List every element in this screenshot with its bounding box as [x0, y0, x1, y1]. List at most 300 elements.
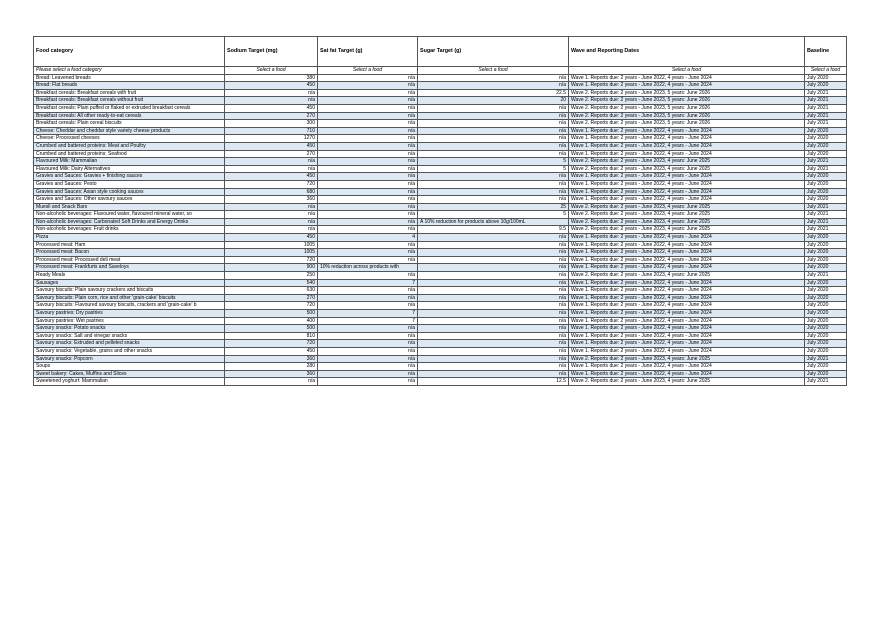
baseline-cell[interactable]: July 2020: [805, 302, 847, 310]
sat-fat-cell[interactable]: n/a: [318, 355, 418, 363]
food-category-cell[interactable]: Gravies and Sauces: Other savoury sauces: [34, 196, 225, 204]
sodium-cell[interactable]: n/a: [225, 203, 318, 211]
sodium-cell[interactable]: 400: [225, 317, 318, 325]
sodium-cell[interactable]: 450: [225, 234, 318, 242]
sat-fat-cell[interactable]: n/a: [318, 294, 418, 302]
sugar-cell[interactable]: 9.5: [418, 226, 569, 234]
food-category-cell[interactable]: Breakfast cereals: Plain puffed or flaked or extruded breakfast cereals: [34, 104, 225, 112]
sugar-select[interactable]: Select a food: [418, 67, 569, 75]
sodium-cell[interactable]: 680: [225, 188, 318, 196]
wave-cell[interactable]: Wave 1. Reports due: 2 years - June 2022, 4 years - June 2024: [569, 241, 805, 249]
baseline-cell[interactable]: July 2021: [805, 355, 847, 363]
sat-fat-select[interactable]: Select a food: [318, 67, 418, 75]
table-row[interactable]: [34, 279, 847, 287]
wave-cell[interactable]: Wave 1. Reports due: 2 years - June 2022, 4 years - June 2024: [569, 180, 805, 188]
baseline-cell[interactable]: July 2020: [805, 294, 847, 302]
table-row[interactable]: [34, 218, 847, 226]
sat-fat-cell[interactable]: n/a: [318, 165, 418, 173]
sugar-cell[interactable]: 25: [418, 203, 569, 211]
sodium-cell[interactable]: n/a: [225, 165, 318, 173]
wave-cell[interactable]: Wave 2. Reports due: 2 years - June 2023, 4 years: June 2025: [569, 272, 805, 280]
food-category-cell[interactable]: Breakfast cereals: Plain cereal biscuits: [34, 120, 225, 128]
sodium-cell[interactable]: 360: [225, 370, 318, 378]
food-category-cell[interactable]: Bread: Leavened breads: [34, 74, 225, 82]
table-row[interactable]: [34, 173, 847, 181]
sugar-cell[interactable]: n/a: [418, 279, 569, 287]
header-sodium-target[interactable]: Sodium Target (mg): [225, 37, 318, 67]
baseline-cell[interactable]: July 2020: [805, 127, 847, 135]
sat-fat-cell[interactable]: 4: [318, 234, 418, 242]
food-category-cell[interactable]: Savoury snacks: Popcorn: [34, 355, 225, 363]
sugar-cell[interactable]: n/a: [418, 188, 569, 196]
wave-cell[interactable]: Wave 1. Reports due: 2 years - June 2022, 4 years - June 2024: [569, 287, 805, 295]
sat-fat-cell[interactable]: n/a: [318, 89, 418, 97]
table-row[interactable]: [34, 302, 847, 310]
sodium-cell[interactable]: n/a: [225, 97, 318, 105]
sodium-cell[interactable]: 720: [225, 180, 318, 188]
baseline-cell[interactable]: July 2021: [805, 272, 847, 280]
sodium-cell[interactable]: 450: [225, 347, 318, 355]
wave-cell[interactable]: Wave 1. Reports due: 2 years - June 2022, 4 years - June 2024: [569, 196, 805, 204]
sodium-select[interactable]: Select a food: [225, 67, 318, 75]
food-category-cell[interactable]: Savoury biscuits: Plain corn, rice and other 'grain-cake' biscuits: [34, 294, 225, 302]
baseline-cell[interactable]: July 2021: [805, 158, 847, 166]
sat-fat-cell[interactable]: n/a: [318, 104, 418, 112]
sugar-cell[interactable]: n/a: [418, 142, 569, 150]
sugar-cell[interactable]: n/a: [418, 347, 569, 355]
sugar-cell[interactable]: n/a: [418, 264, 569, 272]
baseline-cell[interactable]: July 2020: [805, 287, 847, 295]
food-category-cell[interactable]: Non-alcoholic beverages: Fruit drinks: [34, 226, 225, 234]
sugar-cell[interactable]: n/a: [418, 180, 569, 188]
wave-cell[interactable]: Wave 2. Reports due: 2 years - June 2023, 4 years: June 2025: [569, 355, 805, 363]
food-category-cell[interactable]: Sausages: [34, 279, 225, 287]
sodium-cell[interactable]: 270: [225, 112, 318, 120]
table-row[interactable]: [34, 74, 847, 82]
sat-fat-cell[interactable]: n/a: [318, 173, 418, 181]
table-row[interactable]: [34, 112, 847, 120]
wave-cell[interactable]: Wave 1. Reports due: 2 years - June 2022, 4 years - June 2024: [569, 325, 805, 333]
baseline-cell[interactable]: July 2020: [805, 196, 847, 204]
sodium-cell[interactable]: 450: [225, 82, 318, 90]
table-row[interactable]: [34, 234, 847, 242]
baseline-cell[interactable]: July 2020: [805, 370, 847, 378]
sat-fat-cell[interactable]: n/a: [318, 256, 418, 264]
sugar-cell[interactable]: n/a: [418, 234, 569, 242]
wave-cell[interactable]: Wave 2. Reports due: 2 years - June 2023, 5 years: June 2026: [569, 97, 805, 105]
sugar-cell[interactable]: n/a: [418, 317, 569, 325]
table-row[interactable]: [34, 97, 847, 105]
sat-fat-cell[interactable]: n/a: [318, 249, 418, 257]
baseline-cell[interactable]: July 2020: [805, 74, 847, 82]
sugar-cell[interactable]: n/a: [418, 287, 569, 295]
sat-fat-cell[interactable]: n/a: [318, 127, 418, 135]
sodium-cell[interactable]: n/a: [225, 211, 318, 219]
wave-cell[interactable]: Wave 2. Reports due: 2 years - June 2023, 5 years: June 2026: [569, 89, 805, 97]
food-category-cell[interactable]: Non-alcoholic beverages: Flavoured water, flavoured mineral water, so: [34, 211, 225, 219]
food-category-cell[interactable]: Savoury snacks: Potato snacks: [34, 325, 225, 333]
wave-cell[interactable]: Wave 2. Reports due: 2 years - June 2023, 4 years: June 2025: [569, 226, 805, 234]
sat-fat-cell[interactable]: n/a: [318, 287, 418, 295]
food-category-cell[interactable]: Muesli and Snack Bars: [34, 203, 225, 211]
table-row[interactable]: [34, 249, 847, 257]
wave-cell[interactable]: Wave 1. Reports due: 2 years - June 2022, 4 years - June 2024: [569, 332, 805, 340]
table-row[interactable]: [34, 264, 847, 272]
baseline-cell[interactable]: July 2020: [805, 347, 847, 355]
table-row[interactable]: [34, 363, 847, 371]
sodium-cell[interactable]: 1005: [225, 249, 318, 257]
food-category-cell[interactable]: Sweetened yoghurt: Mammalian: [34, 378, 225, 386]
sugar-cell[interactable]: n/a: [418, 135, 569, 143]
table-row[interactable]: [34, 135, 847, 143]
sugar-cell[interactable]: n/a: [418, 340, 569, 348]
wave-cell[interactable]: Wave 2. Reports due: 2 years - June 2023, 5 years: June 2026: [569, 120, 805, 128]
sat-fat-cell[interactable]: n/a: [318, 74, 418, 82]
sugar-cell[interactable]: 20: [418, 97, 569, 105]
sodium-cell[interactable]: 1270: [225, 135, 318, 143]
sodium-cell[interactable]: 450: [225, 104, 318, 112]
food-category-cell[interactable]: Ready Meals: [34, 272, 225, 280]
sugar-cell[interactable]: n/a: [418, 74, 569, 82]
baseline-cell[interactable]: July 2021: [805, 226, 847, 234]
table-row[interactable]: [34, 165, 847, 173]
sodium-cell[interactable]: 250: [225, 272, 318, 280]
sodium-cell[interactable]: 810: [225, 332, 318, 340]
food-targets-table: [33, 36, 847, 386]
sodium-cell[interactable]: 270: [225, 150, 318, 158]
table-row[interactable]: [34, 378, 847, 386]
sugar-cell[interactable]: n/a: [418, 120, 569, 128]
wave-cell[interactable]: Wave 1. Reports due: 2 years - June 2022, 4 years - June 2024: [569, 347, 805, 355]
food-category-cell[interactable]: Flavoured Milk: Mammalian: [34, 158, 225, 166]
baseline-cell[interactable]: July 2020: [805, 279, 847, 287]
table-row[interactable]: [34, 120, 847, 128]
food-category-cell[interactable]: Breakfast cereals: Breakfast cereals with fruit: [34, 89, 225, 97]
sugar-cell[interactable]: n/a: [418, 325, 569, 333]
sodium-cell[interactable]: 360: [225, 196, 318, 204]
header-sat-fat-target[interactable]: Sat fat Target (g): [318, 37, 418, 67]
baseline-cell[interactable]: July 2020: [805, 363, 847, 371]
baseline-select[interactable]: Select a food: [805, 67, 847, 75]
baseline-cell[interactable]: July 2020: [805, 188, 847, 196]
wave-cell[interactable]: Wave 2. Reports due: 2 years - June 2023, 5 years: June 2026: [569, 112, 805, 120]
table-row[interactable]: [34, 287, 847, 295]
wave-cell[interactable]: Wave 1. Reports due: 2 years - June 2022, 4 years - June 2024: [569, 256, 805, 264]
wave-cell[interactable]: Wave 1. Reports due: 2 years - June 2022, 4 years - June 2024: [569, 82, 805, 90]
sat-fat-cell[interactable]: 10% reduction across products with: [318, 264, 418, 272]
food-category-cell[interactable]: Gravies and Sauces: Pesto: [34, 180, 225, 188]
table-row[interactable]: [34, 370, 847, 378]
table-row[interactable]: [34, 82, 847, 90]
baseline-cell[interactable]: July 2020: [805, 249, 847, 257]
sat-fat-cell[interactable]: n/a: [318, 325, 418, 333]
sat-fat-cell[interactable]: n/a: [318, 302, 418, 310]
sat-fat-cell[interactable]: 7: [318, 310, 418, 318]
sat-fat-cell[interactable]: n/a: [318, 241, 418, 249]
sodium-cell[interactable]: 280: [225, 363, 318, 371]
table-row[interactable]: [34, 256, 847, 264]
table-row[interactable]: [34, 310, 847, 318]
wave-cell[interactable]: Wave 2. Reports due: 2 years - June 2023, 4 years: June 2025: [569, 218, 805, 226]
table-row[interactable]: [34, 226, 847, 234]
food-category-cell[interactable]: Pizza: [34, 234, 225, 242]
food-category-cell[interactable]: Savoury pastries: Dry pastries: [34, 310, 225, 318]
food-category-cell[interactable]: Cheese: Processed cheeses: [34, 135, 225, 143]
sugar-cell[interactable]: n/a: [418, 196, 569, 204]
sugar-cell[interactable]: n/a: [418, 173, 569, 181]
sat-fat-cell[interactable]: n/a: [318, 188, 418, 196]
sugar-cell[interactable]: 12.5: [418, 378, 569, 386]
wave-cell[interactable]: Wave 2. Reports due: 2 years - June 2023, 5 years: June 2026: [569, 104, 805, 112]
food-category-cell[interactable]: Crumbed and battered proteins: Meat and Poultry: [34, 142, 225, 150]
food-category-cell[interactable]: Non-alcoholic beverages: Carbonated Soft Drinks and Energy Drinks: [34, 218, 225, 226]
wave-cell[interactable]: Wave 1. Reports due: 2 years - June 2022, 4 years - June 2024: [569, 302, 805, 310]
sugar-cell[interactable]: n/a: [418, 82, 569, 90]
sodium-cell[interactable]: 540: [225, 279, 318, 287]
baseline-cell[interactable]: July 2021: [805, 218, 847, 226]
table-row[interactable]: [34, 355, 847, 363]
wave-cell[interactable]: Wave 1. Reports due: 2 years - June 2022, 4 years - June 2024: [569, 370, 805, 378]
sat-fat-cell[interactable]: n/a: [318, 112, 418, 120]
header-wave-reporting-dates[interactable]: Wave and Reporting Dates: [569, 37, 805, 67]
sat-fat-cell[interactable]: n/a: [318, 226, 418, 234]
food-category-cell[interactable]: Processed meat: Frankfurts and Saveloys: [34, 264, 225, 272]
food-category-cell[interactable]: Savoury pastries: Wet pastries: [34, 317, 225, 325]
baseline-cell[interactable]: July 2021: [805, 89, 847, 97]
table-row[interactable]: [34, 317, 847, 325]
food-category-cell[interactable]: Cheese: Cheddar and cheddar style variety cheese products: [34, 127, 225, 135]
sodium-cell[interactable]: 450: [225, 142, 318, 150]
food-category-cell[interactable]: Savoury snacks: Extruded and pelleted snacks: [34, 340, 225, 348]
sugar-cell[interactable]: n/a: [418, 332, 569, 340]
table-row[interactable]: [34, 196, 847, 204]
wave-cell[interactable]: Wave 1. Reports due: 2 years - June 2022, 4 years - June 2024: [569, 310, 805, 318]
sodium-cell[interactable]: 900: [225, 264, 318, 272]
baseline-cell[interactable]: July 2021: [805, 203, 847, 211]
food-category-cell[interactable]: Bread: Flat breads: [34, 82, 225, 90]
baseline-cell[interactable]: July 2020: [805, 173, 847, 181]
sugar-cell[interactable]: n/a: [418, 310, 569, 318]
food-category-cell[interactable]: Crumbed and battered proteins: Seafood: [34, 150, 225, 158]
sugar-cell[interactable]: n/a: [418, 302, 569, 310]
baseline-cell[interactable]: July 2021: [805, 112, 847, 120]
sodium-cell[interactable]: 270: [225, 294, 318, 302]
sodium-cell[interactable]: n/a: [225, 89, 318, 97]
table-row[interactable]: [34, 241, 847, 249]
food-category-cell[interactable]: Processed meat: Processed deli meat: [34, 256, 225, 264]
wave-select[interactable]: Select a food: [569, 67, 805, 75]
sugar-cell[interactable]: n/a: [418, 272, 569, 280]
wave-cell[interactable]: Wave 1. Reports due: 2 years - June 2022, 4 years - June 2024: [569, 135, 805, 143]
sat-fat-cell[interactable]: n/a: [318, 135, 418, 143]
sodium-cell[interactable]: 360: [225, 355, 318, 363]
sat-fat-cell[interactable]: n/a: [318, 203, 418, 211]
table-row[interactable]: [34, 272, 847, 280]
wave-cell[interactable]: Wave 1. Reports due: 2 years - June 2022, 4 years - June 2024: [569, 142, 805, 150]
food-category-cell[interactable]: Soups: [34, 363, 225, 371]
baseline-cell[interactable]: July 2021: [805, 120, 847, 128]
food-category-cell[interactable]: Savoury snacks: Salt and vinegar snacks: [34, 332, 225, 340]
sat-fat-cell[interactable]: n/a: [318, 142, 418, 150]
table-row[interactable]: [34, 325, 847, 333]
table-row[interactable]: [34, 340, 847, 348]
food-category-cell[interactable]: Sweet bakery: Cakes, Muffins and Slices: [34, 370, 225, 378]
sat-fat-cell[interactable]: n/a: [318, 370, 418, 378]
sodium-cell[interactable]: 1005: [225, 241, 318, 249]
wave-cell[interactable]: Wave 1. Reports due: 2 years - June 2022, 4 years - June 2024: [569, 264, 805, 272]
baseline-cell[interactable]: July 2020: [805, 234, 847, 242]
baseline-cell[interactable]: July 2020: [805, 256, 847, 264]
wave-cell[interactable]: Wave 1. Reports due: 2 years - June 2022, 4 years - June 2024: [569, 173, 805, 181]
sat-fat-cell[interactable]: n/a: [318, 158, 418, 166]
sugar-cell[interactable]: n/a: [418, 249, 569, 257]
sodium-cell[interactable]: 720: [225, 340, 318, 348]
baseline-cell[interactable]: July 2020: [805, 340, 847, 348]
sat-fat-cell[interactable]: 7: [318, 279, 418, 287]
sat-fat-cell[interactable]: n/a: [318, 97, 418, 105]
food-category-cell[interactable]: Savoury biscuits: Plain savoury crackers and biscuits: [34, 287, 225, 295]
food-category-cell[interactable]: Breakfast cereals: All other ready-to-eat cereals: [34, 112, 225, 120]
sodium-cell[interactable]: n/a: [225, 158, 318, 166]
sugar-cell[interactable]: n/a: [418, 363, 569, 371]
table-row[interactable]: [34, 294, 847, 302]
table-row[interactable]: [34, 180, 847, 188]
sat-fat-cell[interactable]: n/a: [318, 150, 418, 158]
header-food-category[interactable]: Food category: [34, 37, 225, 67]
sat-fat-cell[interactable]: 7: [318, 317, 418, 325]
baseline-cell[interactable]: July 2020: [805, 241, 847, 249]
table-row[interactable]: [34, 203, 847, 211]
sugar-cell[interactable]: n/a: [418, 241, 569, 249]
food-category-cell[interactable]: Processed meat: Ham: [34, 241, 225, 249]
sat-fat-cell[interactable]: n/a: [318, 332, 418, 340]
table-row[interactable]: [34, 347, 847, 355]
sat-fat-cell[interactable]: n/a: [318, 347, 418, 355]
table-row[interactable]: [34, 211, 847, 219]
wave-cell[interactable]: Wave 1. Reports due: 2 years - June 2022, 4 years - June 2024: [569, 188, 805, 196]
wave-cell[interactable]: Wave 1. Reports due: 2 years - June 2022, 4 years - June 2024: [569, 294, 805, 302]
table-row[interactable]: [34, 332, 847, 340]
baseline-cell[interactable]: July 2020: [805, 135, 847, 143]
sodium-cell[interactable]: 720: [225, 302, 318, 310]
sodium-cell[interactable]: 630: [225, 287, 318, 295]
sodium-cell[interactable]: 380: [225, 74, 318, 82]
sodium-cell[interactable]: 720: [225, 256, 318, 264]
wave-cell[interactable]: Wave 2. Reports due: 2 years - June 2023, 4 years: June 2025: [569, 378, 805, 386]
baseline-cell[interactable]: July 2020: [805, 264, 847, 272]
baseline-cell[interactable]: July 2020: [805, 142, 847, 150]
baseline-cell[interactable]: July 2020: [805, 325, 847, 333]
baseline-cell[interactable]: July 2020: [805, 82, 847, 90]
food-category-cell[interactable]: Gravies and Sauces: Gravies + finishing sauces: [34, 173, 225, 181]
sat-fat-cell[interactable]: n/a: [318, 218, 418, 226]
table-row[interactable]: [34, 89, 847, 97]
sugar-cell[interactable]: n/a: [418, 150, 569, 158]
sugar-cell[interactable]: 5: [418, 165, 569, 173]
table-row[interactable]: [34, 188, 847, 196]
wave-cell[interactable]: Wave 1. Reports due: 2 years - June 2022, 4 years - June 2024: [569, 234, 805, 242]
wave-cell[interactable]: Wave 1. Reports due: 2 years - June 2022, 4 years - June 2024: [569, 150, 805, 158]
wave-cell[interactable]: Wave 1. Reports due: 2 years - June 2022, 4 years - June 2024: [569, 74, 805, 82]
sodium-cell[interactable]: n/a: [225, 378, 318, 386]
wave-cell[interactable]: Wave 1. Reports due: 2 years - June 2022, 4 years - June 2024: [569, 317, 805, 325]
baseline-cell[interactable]: July 2021: [805, 97, 847, 105]
food-category-select[interactable]: Please select a food category: [34, 67, 225, 75]
baseline-cell[interactable]: July 2021: [805, 211, 847, 219]
sugar-cell[interactable]: n/a: [418, 127, 569, 135]
sugar-cell[interactable]: n/a: [418, 104, 569, 112]
wave-cell[interactable]: Wave 1. Reports due: 2 years - June 2022, 4 years - June 2024: [569, 249, 805, 257]
table-row[interactable]: [34, 104, 847, 112]
sugar-cell[interactable]: 5: [418, 158, 569, 166]
baseline-cell[interactable]: July 2020: [805, 150, 847, 158]
sat-fat-cell[interactable]: n/a: [318, 180, 418, 188]
sat-fat-cell[interactable]: n/a: [318, 378, 418, 386]
sodium-cell[interactable]: n/a: [225, 218, 318, 226]
wave-cell[interactable]: Wave 2. Reports due: 2 years - June 2023, 4 years: June 2025: [569, 165, 805, 173]
header-sugar-target[interactable]: Sugar Target (g): [418, 37, 569, 67]
sodium-cell[interactable]: 710: [225, 127, 318, 135]
baseline-cell[interactable]: July 2020: [805, 332, 847, 340]
table-row[interactable]: [34, 127, 847, 135]
wave-cell[interactable]: Wave 2. Reports due: 2 years - June 2023, 4 years: June 2025: [569, 211, 805, 219]
sat-fat-cell[interactable]: n/a: [318, 120, 418, 128]
baseline-cell[interactable]: July 2020: [805, 310, 847, 318]
baseline-cell[interactable]: July 2021: [805, 378, 847, 386]
header-baseline[interactable]: Baseline: [805, 37, 847, 67]
sodium-cell[interactable]: n/a: [225, 226, 318, 234]
sodium-cell[interactable]: 300: [225, 120, 318, 128]
sat-fat-cell[interactable]: n/a: [318, 196, 418, 204]
sat-fat-cell[interactable]: n/a: [318, 363, 418, 371]
sodium-cell[interactable]: 450: [225, 173, 318, 181]
wave-cell[interactable]: Wave 2. Reports due: 2 years - June 2023, 4 years: June 2025: [569, 158, 805, 166]
sat-fat-cell[interactable]: n/a: [318, 340, 418, 348]
sugar-cell[interactable]: 5: [418, 211, 569, 219]
baseline-cell[interactable]: July 2021: [805, 165, 847, 173]
food-category-cell[interactable]: Savoury biscuits: Flavoured savoury biscuits, crackers and 'grain-cake' b: [34, 302, 225, 310]
sugar-cell[interactable]: 22.5: [418, 89, 569, 97]
baseline-cell[interactable]: July 2020: [805, 180, 847, 188]
table-row[interactable]: [34, 150, 847, 158]
sugar-cell[interactable]: n/a: [418, 370, 569, 378]
wave-cell[interactable]: Wave 2. Reports due: 2 years - June 2023, 4 years: June 2025: [569, 203, 805, 211]
sugar-cell[interactable]: n/a: [418, 294, 569, 302]
table-row[interactable]: [34, 142, 847, 150]
sugar-cell[interactable]: n/a: [418, 256, 569, 264]
sat-fat-cell[interactable]: n/a: [318, 272, 418, 280]
food-category-cell[interactable]: Savoury snacks: Vegetable, grains and other snacks: [34, 347, 225, 355]
sugar-cell[interactable]: n/a: [418, 355, 569, 363]
table-row[interactable]: [34, 158, 847, 166]
sugar-cell[interactable]: A 10% reduction for products above 10g/100mL: [418, 218, 569, 226]
food-category-cell[interactable]: Breakfast cereals: Breakfast cereals without fruit: [34, 97, 225, 105]
sat-fat-cell[interactable]: n/a: [318, 82, 418, 90]
sugar-cell[interactable]: n/a: [418, 112, 569, 120]
food-category-cell[interactable]: Gravies and Sauces: Asian style cooking sauces: [34, 188, 225, 196]
food-category-cell[interactable]: Processed meat: Bacon: [34, 249, 225, 257]
wave-cell[interactable]: Wave 1. Reports due: 2 years - June 2022, 4 years - June 2024: [569, 279, 805, 287]
sodium-cell[interactable]: 500: [225, 310, 318, 318]
wave-cell[interactable]: Wave 1. Reports due: 2 years - June 2022, 4 years - June 2024: [569, 340, 805, 348]
baseline-cell[interactable]: July 2020: [805, 317, 847, 325]
wave-cell[interactable]: Wave 1. Reports due: 2 years - June 2022, 4 years - June 2024: [569, 127, 805, 135]
wave-cell[interactable]: Wave 1. Reports due: 2 years - June 2022, 4 years - June 2024: [569, 363, 805, 371]
food-category-cell[interactable]: Flavoured Milk: Dairy Alternatives: [34, 165, 225, 173]
baseline-cell[interactable]: July 2021: [805, 104, 847, 112]
sat-fat-cell[interactable]: n/a: [318, 211, 418, 219]
sodium-cell[interactable]: 500: [225, 325, 318, 333]
